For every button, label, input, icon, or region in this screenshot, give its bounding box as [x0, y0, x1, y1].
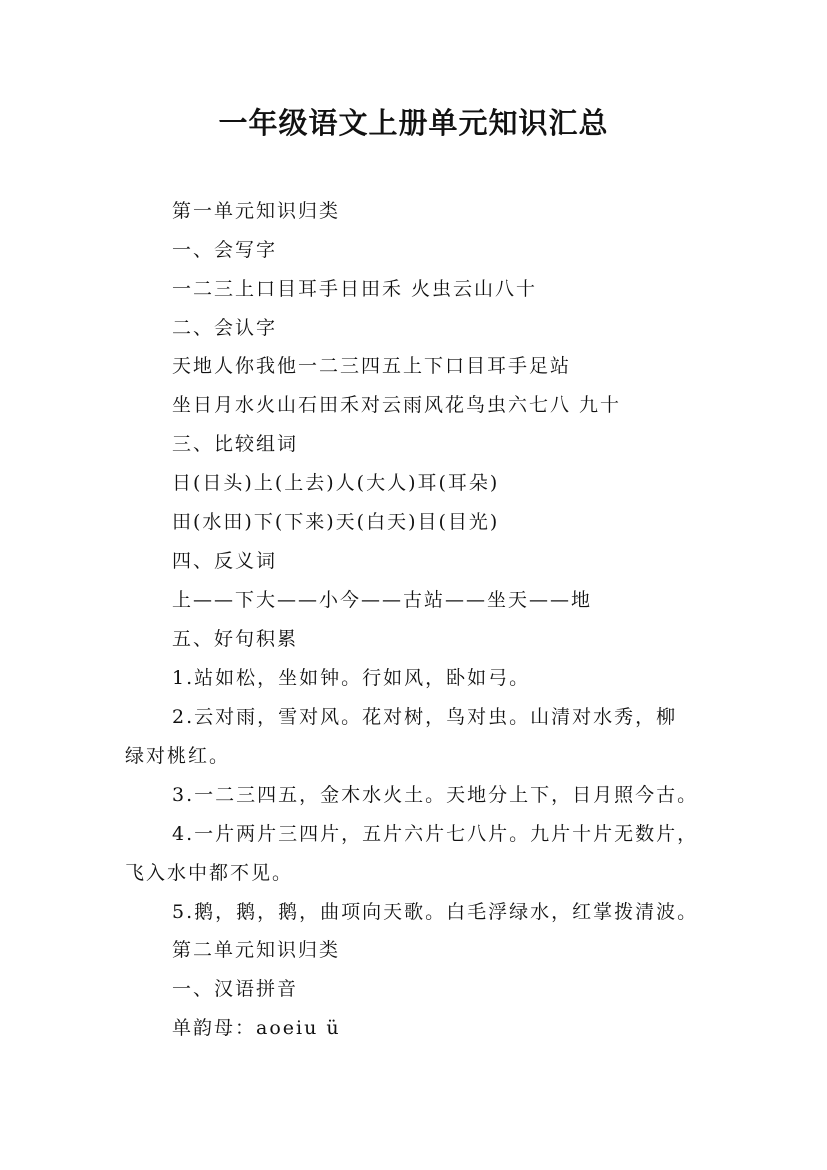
unit-2-heading: 第二单元知识归类 — [172, 939, 341, 961]
sentence-5: 5.鹅，鹅，鹅，曲项向天歌。白毛浮绿水，红掌拨清波。 — [172, 901, 699, 923]
compare-words-line-1: 日(日头)上(上去)人(大人)耳(耳朵) — [172, 472, 500, 494]
section-antonyms-heading: 四、反义词 — [172, 550, 278, 572]
single-finals-line: 单韵母：aoeiu ü — [172, 1017, 341, 1039]
read-chars-line-1: 天地人你我他一二三四五上下口目耳手足站 — [172, 355, 572, 377]
sentence-2-continued: 绿对桃红。 — [125, 745, 231, 767]
sentence-4: 4.一片两片三四片，五片六片七八片。九片十片无数片， — [172, 823, 699, 845]
section-good-sentences-heading: 五、好句积累 — [172, 628, 299, 650]
section-write-chars-heading: 一、会写字 — [172, 239, 278, 261]
section-compare-words-heading: 三、比较组词 — [172, 433, 299, 455]
sentence-2: 2.云对雨，雪对风。花对树，鸟对虫。山清对水秀，柳 — [172, 706, 678, 728]
unit-1-heading: 第一单元知识归类 — [172, 200, 341, 222]
section-read-chars-heading: 二、会认字 — [172, 317, 278, 339]
antonyms-list: 上——下大——小今——古站——坐天——地 — [172, 589, 593, 611]
compare-words-line-2: 田(水田)下(下来)天(白天)目(目光) — [172, 511, 500, 533]
sentence-4-continued: 飞入水中都不见。 — [125, 862, 294, 884]
section-pinyin-heading: 一、汉语拼音 — [172, 978, 299, 1000]
sentence-3: 3.一二三四五，金木水火土。天地分上下，日月照今古。 — [172, 784, 699, 806]
sentence-1: 1.站如松，坐如钟。行如风，卧如弓。 — [172, 667, 531, 689]
write-chars-list: 一二三上口目耳手日田禾 火虫云山八十 — [172, 278, 538, 300]
page-title: 一年级语文上册单元知识汇总 — [218, 106, 609, 140]
read-chars-line-2: 坐日月水火山石田禾对云雨风花鸟虫六七八 九十 — [172, 394, 622, 416]
